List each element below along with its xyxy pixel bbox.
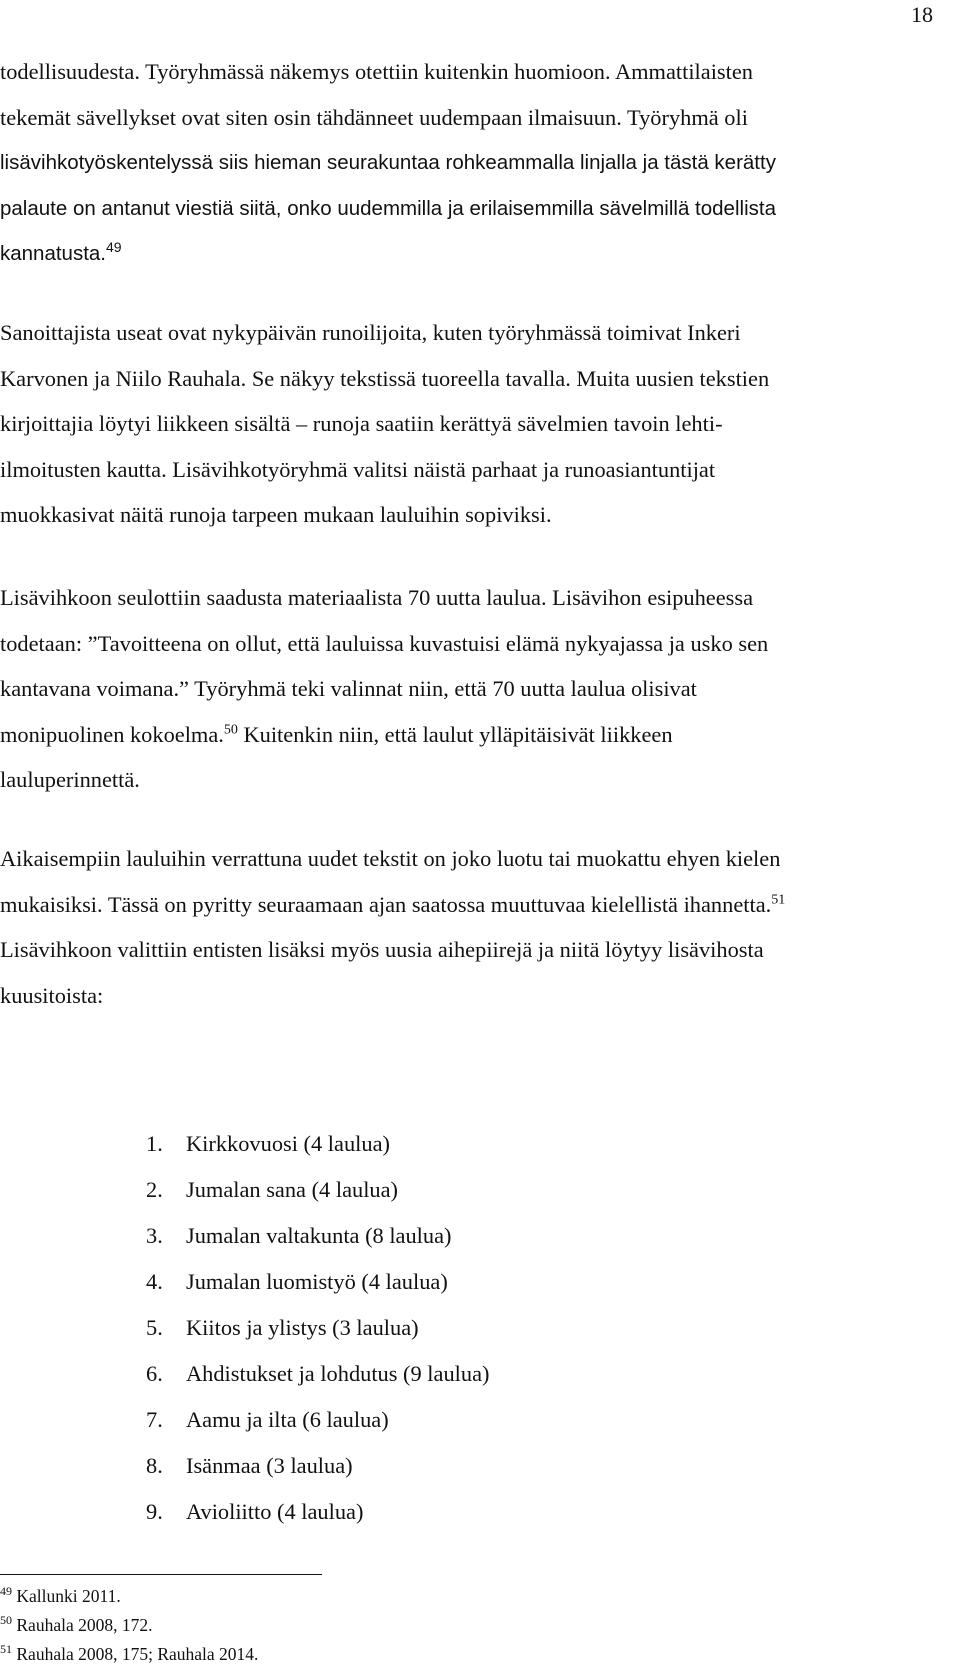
line-text: kannatusta.: [0, 242, 106, 265]
line-text: kantavana voimana.” Työryhmä teki valinnat niin, että 70 uutta laulua olisivat: [0, 676, 697, 701]
list-item-text: Avioliitto (4 laulua): [186, 1499, 364, 1524]
list-item-number: 4.: [146, 1269, 163, 1294]
list-item: [146, 1167, 489, 1213]
text-line: [0, 836, 935, 882]
line-text: monipuolinen kokoelma.: [0, 721, 224, 747]
line-text: muokkasivat näitä runoja tarpeen mukaan lauluihin sopiviksi.: [0, 502, 552, 527]
list-item: [146, 1305, 489, 1351]
paragraph-3: [0, 575, 935, 803]
footnote: [0, 1640, 258, 1669]
text-line: [0, 140, 935, 186]
line-text: Karvonen ja Niilo Rauhala. Se näkyy tekstissä tuoreella tavalla. Muita uusien tekstien: [0, 365, 770, 391]
list-item: [146, 1489, 489, 1535]
text-line: [0, 882, 935, 928]
list-item-text: Aamu ja ilta (6 laulua): [186, 1407, 389, 1432]
footnote-text: Kallunki 2011.: [12, 1586, 121, 1606]
list-item: [146, 1121, 489, 1167]
list-item: [146, 1259, 489, 1305]
list-item: [146, 1443, 489, 1489]
line-text: Lisävihkoon seulottiin saadusta materiaalista 70 uutta laulua. Lisävihon esipuheessa: [0, 585, 754, 610]
line-text: Sanoittajista useat ovat nykypäivän runoilijoita, kuten työryhmässä toimivat Inkeri: [0, 320, 741, 345]
text-line: [0, 621, 935, 667]
text-line: [0, 973, 935, 1019]
list-item-text: Ahdistukset ja lohdutus (9 laulua): [186, 1361, 490, 1386]
text-line: [0, 492, 935, 538]
list-item-number: 2.: [146, 1177, 163, 1202]
list-item: [146, 1397, 489, 1443]
text-line: [0, 356, 935, 402]
footnote-number: 50: [0, 1613, 12, 1628]
line-text: Aikaisempiin lauluihin verrattuna uudet tekstit on joko luotu tai muokattu ehyen kielen: [0, 846, 781, 871]
paragraph-2: [0, 310, 935, 538]
footnote-separator: [0, 1574, 322, 1575]
line-text: lisävihkotyöskentelyssä siis hieman seurakuntaa rohkeammalla linjalla ja tästä kerätty: [0, 151, 776, 174]
list-item-text: Isänmaa (3 laulua): [186, 1453, 353, 1478]
line-text: kirjoittajia löytyi liikkeen sisältä – runoja saatiin kerättyä sävelmien tavoin lehti-: [0, 411, 723, 436]
text-line: [0, 49, 935, 95]
list-item-number: 5.: [146, 1315, 163, 1340]
text-line: [0, 186, 935, 232]
topic-list: [146, 1121, 489, 1535]
list-item-number: 3.: [146, 1223, 163, 1248]
list-item-number: 8.: [146, 1453, 163, 1478]
line-text: tekemät sävellykset ovat siten osin tähdänneet uudempaan ilmaisuun. Työryhmä oli: [0, 104, 748, 130]
footnote: [0, 1582, 258, 1611]
text-line: [0, 310, 935, 356]
list-item-text: Kirkkovuosi (4 laulua): [186, 1131, 390, 1156]
list-item-text: Jumalan valtakunta (8 laulua): [186, 1223, 452, 1248]
footnote-reference[interactable]: 49: [106, 239, 122, 256]
text-line: [0, 447, 935, 493]
footnotes: [0, 1582, 258, 1669]
page-number: 18: [911, 2, 933, 27]
text-line: [0, 757, 935, 803]
list-item-text: Jumalan luomistyö (4 laulua): [186, 1269, 448, 1294]
paragraph-1: [0, 49, 935, 277]
footnote-reference[interactable]: 50: [223, 722, 238, 738]
line-text: todellisuudesta. Työryhmässä näkemys otettiin kuitenkin huomioon. Ammattilaisten: [0, 59, 753, 84]
line-text: lauluperinnettä.: [0, 767, 140, 792]
text-line: [0, 712, 935, 758]
footnote-reference[interactable]: 51: [771, 892, 786, 908]
line-text: todetaan: ”Tavoitteena on ollut, että lauluissa kuvastuisi elämä nykyajassa ja usko sen: [0, 630, 769, 656]
footnote-number: 51: [0, 1642, 12, 1657]
list-item: [146, 1351, 489, 1397]
text-line: [0, 95, 935, 141]
list-item-number: 1.: [146, 1131, 163, 1156]
line-text: ilmoitusten kautta. Lisävihkotyöryhmä valitsi näistä parhaat ja runoasiantuntijat: [0, 456, 716, 482]
footnote-text: Rauhala 2008, 172.: [12, 1615, 153, 1635]
footnote: [0, 1611, 258, 1640]
footnote-number: 49: [0, 1584, 12, 1599]
list-item-number: 9.: [146, 1499, 163, 1524]
text-line: [0, 575, 935, 621]
list-item-number: 7.: [146, 1407, 163, 1432]
text-line: [0, 401, 935, 447]
footnote-text: Rauhala 2008, 175; Rauhala 2014.: [12, 1644, 259, 1664]
text-line: [0, 927, 935, 973]
line-text: Lisävihkoon valittiin entisten lisäksi myös uusia aihepiirejä ja niitä löytyy lisävihosta: [0, 937, 764, 962]
line-text: Kuitenkin niin, että laulut ylläpitäisivät liikkeen: [237, 721, 673, 747]
text-line: [0, 231, 935, 277]
paragraph-4: [0, 836, 935, 1018]
list-item-number: 6.: [146, 1361, 163, 1386]
list-item: [146, 1213, 489, 1259]
list-item-text: Kiitos ja ylistys (3 laulua): [186, 1315, 419, 1340]
text-line: [0, 666, 935, 712]
line-text: palaute on antanut viestiä siitä, onko uudemmilla ja erilaisemmilla sävelmillä todellista: [0, 196, 776, 220]
line-text: kuusitoista:: [0, 982, 104, 1008]
line-text: mukaisiksi. Tässä on pyritty seuraamaan ajan saatossa muuttuvaa kielellistä ihannetta.: [0, 891, 772, 917]
list-item-text: Jumalan sana (4 laulua): [186, 1177, 399, 1202]
